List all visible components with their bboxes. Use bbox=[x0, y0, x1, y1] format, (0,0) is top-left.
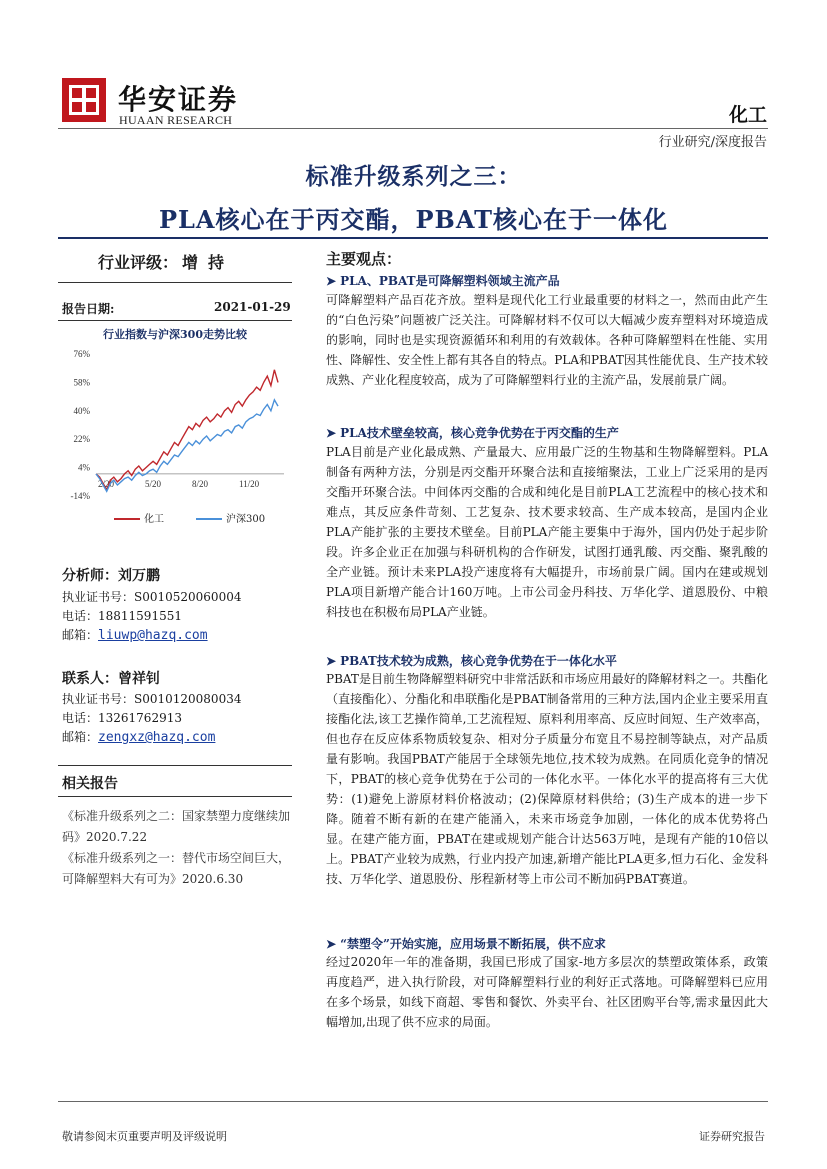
header-rule bbox=[58, 128, 768, 129]
arrow-icon: ➤ bbox=[326, 426, 337, 440]
x-tick-label: 8/20 bbox=[192, 478, 209, 489]
section-body: 经过2020年一年的准备期，我国已形成了国家-地方多层次的禁塑政策体系，政策再度趋严，进入执行阶段，对可降解塑料行业的利好正式落地。可降解塑料已应用在多个场景，如线下商超、零售和餐饮、外卖平台、社区团购平台等,需求量因此大幅增加,出现了供不应求的局面。 bbox=[326, 955, 768, 1029]
report-date-label: 报告日期: bbox=[62, 302, 115, 316]
key-points-title: 主要观点： bbox=[326, 250, 402, 268]
x-tick-label: 2/20 bbox=[98, 478, 115, 489]
legend-label: 化工 bbox=[144, 514, 164, 525]
section-heading: ➤ PLA、PBAT是可降解塑料领域主流产品 bbox=[326, 274, 560, 288]
contact-email-link[interactable]: zengxz@hazq.com bbox=[98, 730, 216, 745]
divider bbox=[58, 320, 292, 321]
chart-title: 行业指数与沪深300走势比较 bbox=[103, 328, 247, 341]
title-rule bbox=[58, 237, 768, 239]
x-tick-label: 5/20 bbox=[145, 478, 162, 489]
analyst-email-row bbox=[62, 626, 208, 643]
email-label: 邮箱： bbox=[62, 628, 99, 642]
analyst-phone: 电话：18811591551 bbox=[62, 609, 182, 623]
section-body: PLA目前是产业化最成熟、产量最大、应用最广泛的生物基和生物降解塑料。PLA制备有两种方法，分别是丙交酯开环聚合法和直接缩聚法，工业上广泛采用的是丙交酯开环聚合法。中间体丙交酯的合成和纯化是目前PLA工艺流程中的核心技术和难点，其反应条件苛刻、工艺复杂、技术要求较高、生产成本较高，是国内企业PLA产能扩张的主要技术壁垒。目前PLA产能主要集中于海外，国内仍处于起步阶段。许多企业正在加强与科研机构的合作研发，试图打通乳酸、丙交酯、聚乳酸的全产业链。预计未来PLA投产速度将有大幅提升，市场前景广阔。国内在建或规划PLA项目新增产能合计160万吨。上市公司金丹科技、万华化学、道恩股份、中粮科技也在积极布局PLA产业链。 bbox=[326, 445, 768, 619]
section-heading: ➤ PBAT技术较为成熟，核心竞争优势在于一体化水平 bbox=[326, 654, 617, 668]
footer-disclaimer: 敬请参阅末页重要声明及评级说明 bbox=[62, 1130, 227, 1143]
index-comparison-chart bbox=[58, 340, 292, 540]
sector-label: 化工 bbox=[728, 104, 767, 126]
footer-rule bbox=[58, 1101, 768, 1102]
report-title-line2: PLA核心在于丙交酯，PBAT核心在于一体化 bbox=[158, 205, 669, 234]
y-tick-label: 4% bbox=[78, 462, 90, 473]
contact-phone: 电话：13261762913 bbox=[62, 711, 182, 725]
arrow-icon: ➤ bbox=[326, 274, 337, 288]
arrow-icon: ➤ bbox=[326, 654, 337, 668]
arrow-icon: ➤ bbox=[326, 937, 337, 951]
series-line-chemical bbox=[96, 370, 278, 490]
x-tick-label: 11/20 bbox=[239, 478, 260, 489]
contact-cert: 执业证书号：S0010120080034 bbox=[62, 692, 242, 706]
analyst-name: 分析师：刘万鹏 bbox=[62, 568, 160, 584]
analyst-email-link[interactable]: liuwp@hazq.com bbox=[98, 628, 208, 643]
y-tick-label: 76% bbox=[73, 349, 90, 359]
report-title-line1: 标准升级系列之三： bbox=[305, 163, 522, 190]
related-reports-title: 相关报告 bbox=[62, 776, 118, 792]
divider bbox=[58, 282, 292, 283]
related-report-item[interactable]: 《标准升级系列之二：国家禁塑力度继续加码》2020.7.22 bbox=[62, 809, 291, 844]
email-label: 邮箱： bbox=[62, 730, 99, 744]
series-line-hs300 bbox=[96, 400, 278, 492]
section-body: 可降解塑料产品百花齐放。塑料是现代化工行业最重要的材料之一，然而由此产生的“白色污染”问题被广泛关注。可降解材料不仅可以大幅减少废弃塑料对环境造成的影响，同时也是实现资源循环和利用的有效载体。各种可降解塑料在性能、实用性、降解性、安全性上都有其各自的特点。PLA和PBAT因其性能优良、生产技术较成熟、产业化程度较高，成为了可降解塑料行业的主流产品，发展前景广阔。 bbox=[326, 293, 768, 387]
contact-email-row bbox=[62, 728, 215, 745]
logo-mark bbox=[62, 78, 106, 122]
contact-name: 联系人：曾祥钊 bbox=[62, 671, 160, 687]
rating-label: 行业评级： bbox=[98, 253, 179, 272]
section-heading: ➤ PLA技术壁垒较高，核心竞争优势在于丙交酯的生产 bbox=[326, 426, 619, 440]
report-type: 行业研究/深度报告 bbox=[658, 135, 767, 150]
divider bbox=[58, 765, 292, 766]
y-tick-label: 58% bbox=[73, 377, 90, 388]
section-body: PBAT是目前生物降解塑料研究中非常活跃和市场应用最好的降解材料之一。共酯化（直接酯化）、分酯化和串联酯化是PBAT制备常用的三种方法,国内企业主要采用直接酯化法,该工艺操作简单,工艺流程短、原料利用率高、反应时间短、生产效率高，但也存在反应体系物质较复杂、相对分子质量分布宽且不易控制等缺点，对产品质量有影响。我国PBAT产能居于全球领先地位,技术较为成熟。在同质化竞争的情况下，PBAT的核心竞争优势在于公司的一体化水平。一体化水平的提高将有三大优势：(1)避免上游原材料价格波动；(2)保障原材料供给；(3)生产成本的进一步下降。随着不断有新的在建产能涌入，未来市场竞争加剧，一体化的成本优势将凸显。在建产能方面，PBAT在建或规划产能合计达563万吨，是现有产能的10倍以上。PBAT产业较为成熟，行业内投产加速,新增产能比PLA更多,恒力石化、金发科技、万华化学、道恩股份、彤程新材等上市公司不断加码PBAT赛道。 bbox=[326, 672, 768, 886]
industry-rating bbox=[98, 250, 234, 273]
logo-text-cn: 华安证券 bbox=[118, 83, 239, 116]
analyst-cert: 执业证书号：S0010520060004 bbox=[62, 590, 242, 604]
report-date-value: 2021-01-29 bbox=[214, 300, 291, 314]
y-tick-label: 22% bbox=[73, 434, 90, 445]
section-heading: ➤ “禁塑令”开始实施，应用场景不断拓展，供不应求 bbox=[326, 937, 606, 951]
divider bbox=[58, 796, 292, 797]
legend-label: 沪深300 bbox=[226, 514, 266, 525]
related-report-item[interactable]: 《标准升级系列之一：替代市场空间巨大，可降解塑料大有可为》2020.6.30 bbox=[62, 851, 291, 886]
y-tick-label: -14% bbox=[70, 491, 90, 501]
footer-label: 证券研究报告 bbox=[699, 1130, 765, 1143]
logo-text-en: HUAAN RESEARCH bbox=[119, 113, 233, 127]
rating-value: 增持 bbox=[182, 253, 235, 272]
y-tick-label: 40% bbox=[73, 405, 90, 416]
